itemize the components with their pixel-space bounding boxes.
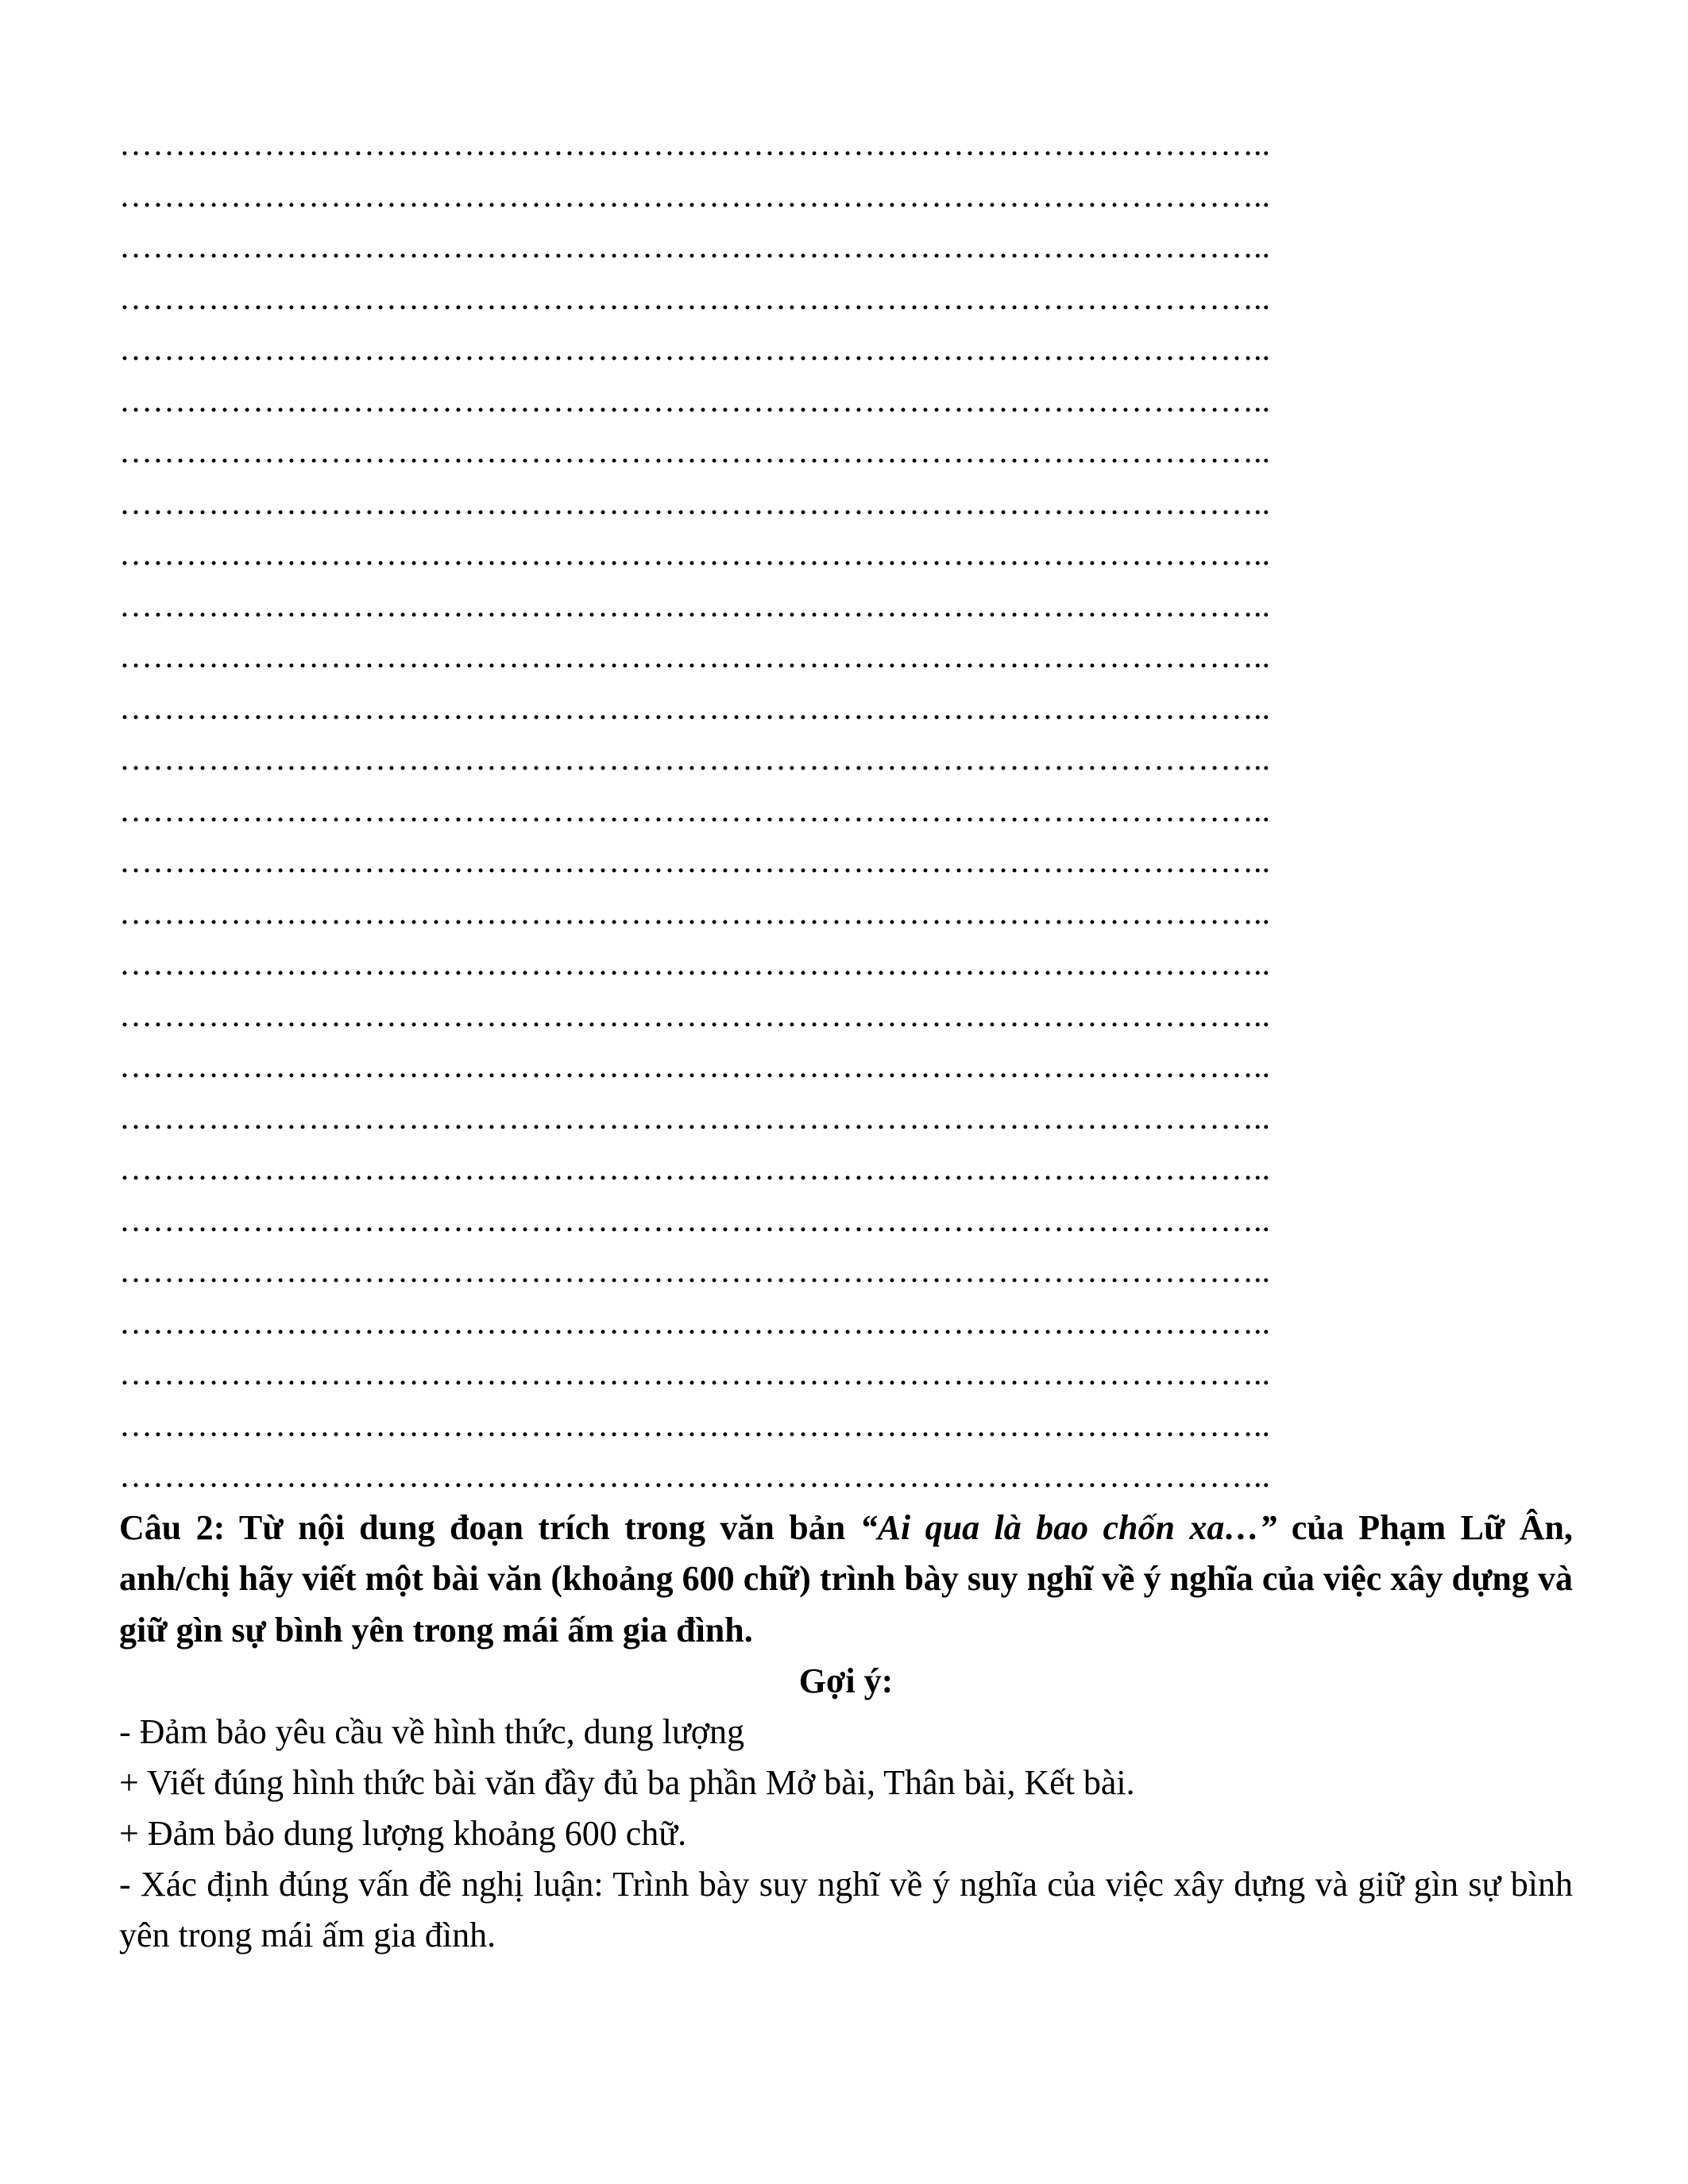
answer-line: ………………………………………………………………………………………….. bbox=[119, 229, 1270, 265]
answer-lines bbox=[119, 119, 1573, 1503]
question-2 bbox=[119, 1503, 1573, 1657]
answer-line: ………………………………………………………………………………………….. bbox=[119, 1458, 1270, 1495]
answer-line: ………………………………………………………………………………………….. bbox=[119, 484, 1270, 522]
answer-line: ………………………………………………………………………………………….. bbox=[119, 280, 1270, 317]
document-page bbox=[119, 119, 1573, 1961]
answer-line: ………………………………………………………………………………………….. bbox=[119, 843, 1270, 880]
question-work-title: “Ai qua là bao chốn xa…” bbox=[859, 1507, 1277, 1547]
answer-line: ………………………………………………………………………………………….. bbox=[119, 1406, 1270, 1444]
answer-line: ………………………………………………………………………………………….. bbox=[119, 639, 1270, 675]
answer-line: ………………………………………………………………………………………….. bbox=[119, 1253, 1270, 1290]
answer-line: ………………………………………………………………………………………….. bbox=[119, 741, 1270, 778]
answer-line: ………………………………………………………………………………………….. bbox=[119, 177, 1270, 214]
hint-item: - Xác định đúng vấn đề nghị luận: Trình bày suy nghĩ về ý nghĩa của việc xây dựng và giữ gìn sự bình yên trong mái ấm gia đình. bbox=[119, 1865, 1573, 1954]
answer-line: ………………………………………………………………………………………….. bbox=[119, 792, 1270, 829]
answer-line: ………………………………………………………………………………………….. bbox=[119, 1304, 1270, 1341]
answer-line: ………………………………………………………………………………………….. bbox=[119, 689, 1270, 727]
answer-line: ………………………………………………………………………………………….. bbox=[119, 1356, 1270, 1392]
answer-line: ………………………………………………………………………………………….. bbox=[119, 997, 1270, 1034]
answer-line: ………………………………………………………………………………………….. bbox=[119, 1151, 1270, 1187]
question-text-before: Từ nội dung đoạn trích trong văn bản bbox=[225, 1507, 860, 1547]
answer-line: ………………………………………………………………………………………….. bbox=[119, 331, 1270, 368]
answer-line: ………………………………………………………………………………………….. bbox=[119, 894, 1270, 932]
hint-list bbox=[119, 1707, 1573, 1961]
answer-line: ………………………………………………………………………………………….. bbox=[119, 946, 1270, 982]
hint-item: - Đảm bảo yêu cầu về hình thức, dung lượng bbox=[119, 1712, 744, 1751]
hint-item: + Viết đúng hình thức bài văn đầy đủ ba phần Mở bài, Thân bài, Kết bài. bbox=[119, 1763, 1135, 1802]
answer-line: ………………………………………………………………………………………….. bbox=[119, 1202, 1270, 1239]
answer-line: ………………………………………………………………………………………….. bbox=[119, 434, 1270, 470]
answer-line: ………………………………………………………………………………………….. bbox=[119, 1048, 1270, 1085]
hint-heading: Gợi ý: bbox=[798, 1661, 894, 1700]
answer-line: ………………………………………………………………………………………….. bbox=[119, 536, 1270, 573]
answer-line: ………………………………………………………………………………………….. bbox=[119, 1099, 1270, 1136]
answer-line: ………………………………………………………………………………………….. bbox=[119, 126, 1270, 163]
answer-line: ………………………………………………………………………………………….. bbox=[119, 382, 1270, 419]
question-label: Câu 2: bbox=[119, 1507, 226, 1547]
hint-item: + Đảm bảo dung lượng khoảng 600 chữ. bbox=[119, 1814, 687, 1853]
question-text-after: của Phạm Lữ Ân, anh/chị hãy viết một bài văn (khoảng 600 chữ) trình bày suy nghĩ về ý nghĩa của việc xây dựng và giữ gìn sự bình yên trong mái ấm gia đình. bbox=[119, 1507, 1574, 1650]
answer-line: ………………………………………………………………………………………….. bbox=[119, 587, 1270, 624]
